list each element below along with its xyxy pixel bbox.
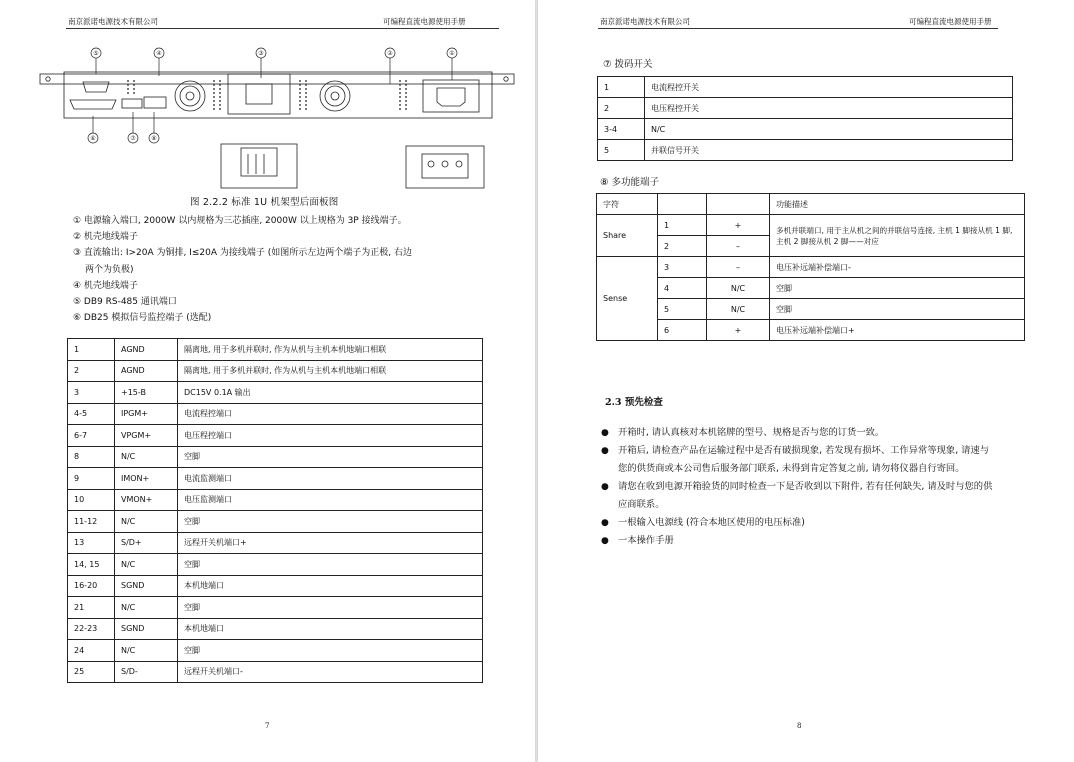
table-row — [68, 403, 483, 425]
table-row — [68, 468, 483, 490]
dip-switch-title: ⑦ 拨码开关 — [603, 59, 653, 70]
signal-name-cell: SGND — [115, 618, 178, 640]
pin-number-cell: 9 — [68, 468, 115, 490]
legend-item: 两个为负极) — [85, 264, 134, 275]
share-polarity: + — [707, 215, 770, 236]
pin-number-cell: 8 — [68, 446, 115, 468]
signal-name-cell: AGND — [115, 360, 178, 382]
bullet-icon: ● — [601, 482, 609, 492]
table-row — [68, 575, 483, 597]
switch-function-cell: 电流程控开关 — [645, 77, 1013, 98]
sense-label: Sense — [597, 257, 658, 341]
bullet-icon: ● — [601, 536, 609, 546]
switch-number-cell: 2 — [598, 98, 645, 119]
pin-number-cell: 22-23 — [68, 618, 115, 640]
bullet-icon: ● — [601, 518, 609, 528]
table-row — [68, 618, 483, 640]
table-row — [68, 640, 483, 662]
sense-pin: 6 — [658, 320, 707, 341]
switch-function-cell: 电压程控开关 — [645, 98, 1013, 119]
bullet-icon: ● — [601, 446, 609, 456]
pin-number-cell: 14, 15 — [68, 554, 115, 576]
sense-description: 电压补远端补偿端口- — [770, 257, 1025, 278]
table-row — [598, 98, 1013, 119]
callout-7: ⑦ — [130, 135, 136, 142]
header-manual-title: 可编程直流电源使用手册 — [383, 17, 466, 26]
sense-polarity: + — [707, 320, 770, 341]
callout-6: ⑥ — [90, 135, 96, 142]
pin-number-cell: 21 — [68, 597, 115, 619]
signal-name-cell: N/C — [115, 640, 178, 662]
sense-polarity: N/C — [707, 299, 770, 320]
pin-number-cell: 11-12 — [68, 511, 115, 533]
callout-8: ⑧ — [151, 135, 157, 142]
legend-item: ③ 直流输出: I>20A 为铜排, I≤20A 为接线端子 (如图所示左边两个端子为正极, 右边 — [73, 248, 412, 259]
legend-item: ⑥ DB25 模拟信号监控端子 (选配) — [73, 313, 212, 324]
share-pin: 1 — [658, 215, 707, 236]
header-function: 功能描述 — [770, 194, 1025, 215]
switch-number-cell: 5 — [598, 140, 645, 161]
pin-number-cell: 25 — [68, 661, 115, 683]
description-cell: 隔离地, 用于多机并联时, 作为从机与主机本机地端口相联 — [178, 360, 483, 382]
signal-name-cell: S/D+ — [115, 532, 178, 554]
pin-number-cell: 3 — [68, 382, 115, 404]
header-rule — [598, 28, 998, 29]
pin-number-cell: 6-7 — [68, 425, 115, 447]
description-cell: 隔离地, 用于多机并联时, 作为从机与主机本机地端口相联 — [178, 339, 483, 361]
header-company: 南京派诺电源技术有限公司 — [600, 17, 690, 26]
rear-panel-figure — [38, 44, 518, 194]
pin-number-cell: 24 — [68, 640, 115, 662]
table-row — [68, 661, 483, 683]
figure-caption: 图 2.2.2 标准 1U 机架型后面板图 — [190, 197, 339, 208]
pin-number-cell: 10 — [68, 489, 115, 511]
list-item: ● 一根输入电源线 (符合本地区使用的电压标准) — [601, 514, 996, 532]
description-cell: 电压程控端口 — [178, 425, 483, 447]
table-row — [68, 532, 483, 554]
header-rule — [66, 28, 499, 29]
description-cell: 本机地端口 — [178, 575, 483, 597]
bullet-icon: ● — [601, 428, 609, 438]
callout-4: ④ — [156, 50, 162, 57]
signal-name-cell: IMON+ — [115, 468, 178, 490]
description-cell: 电流程控端口 — [178, 403, 483, 425]
pin-number-cell: 2 — [68, 360, 115, 382]
table-row — [68, 425, 483, 447]
sense-pin: 3 — [658, 257, 707, 278]
legend-item: ④ 机壳地线端子 — [73, 280, 138, 291]
list-item: ● 开箱后, 请检查产品在运输过程中是否有破损现象, 若发现有损坏、工作异常等现象, 请速与您的供货商或本公司售后服务部门联系, 未得到肯定答复之前, 请勿将仪器自行寄回。 — [601, 442, 996, 478]
description-cell: 空脚 — [178, 446, 483, 468]
table-row — [68, 360, 483, 382]
callout-2: ② — [387, 50, 393, 57]
pre-check-list — [601, 424, 996, 550]
sense-pin: 5 — [658, 299, 707, 320]
share-pin: 2 — [658, 236, 707, 257]
legend-item: ① 电源输入端口, 2000W 以内规格为三芯插座, 2000W 以上规格为 3P 接线端子。 — [73, 216, 407, 226]
switch-number-cell: 1 — [598, 77, 645, 98]
header-manual-title: 可编程直流电源使用手册 — [909, 17, 992, 26]
table-row — [68, 597, 483, 619]
multifunction-terminal-table — [596, 193, 1025, 341]
table-row — [598, 77, 1013, 98]
description-cell: DC15V 0.1A 输出 — [178, 382, 483, 404]
share-polarity: – — [707, 236, 770, 257]
signal-name-cell: N/C — [115, 554, 178, 576]
description-cell: 空脚 — [178, 597, 483, 619]
table-row — [68, 339, 483, 361]
db25-pin-table — [67, 338, 483, 683]
signal-name-cell: IPGM+ — [115, 403, 178, 425]
section-heading-pre-check: 2.3 预先检查 — [605, 397, 663, 408]
list-item: ● 请您在收到电源开箱验货的同时检查一下是否收到以下附件, 若有任何缺失, 请及时与您的供应商联系。 — [601, 478, 996, 514]
sense-pin: 4 — [658, 278, 707, 299]
description-cell: 远程开关机端口+ — [178, 532, 483, 554]
signal-name-cell: AGND — [115, 339, 178, 361]
callout-3: ③ — [258, 50, 264, 57]
signal-name-cell: N/C — [115, 511, 178, 533]
description-cell: 电压监测端口 — [178, 489, 483, 511]
signal-name-cell: N/C — [115, 446, 178, 468]
signal-name-cell: VMON+ — [115, 489, 178, 511]
switch-function-cell: N/C — [645, 119, 1013, 140]
description-cell: 空脚 — [178, 511, 483, 533]
table-row — [598, 140, 1013, 161]
description-cell: 电流监测端口 — [178, 468, 483, 490]
sense-description: 电压补远端补偿端口+ — [770, 320, 1025, 341]
description-cell: 本机地端口 — [178, 618, 483, 640]
table-row — [68, 554, 483, 576]
sense-description: 空脚 — [770, 278, 1025, 299]
signal-name-cell: +15-B — [115, 382, 178, 404]
share-label: Share — [597, 215, 658, 257]
signal-name-cell: VPGM+ — [115, 425, 178, 447]
sense-polarity: N/C — [707, 278, 770, 299]
table-row — [598, 119, 1013, 140]
page-7 — [0, 0, 535, 762]
pin-number-cell: 13 — [68, 532, 115, 554]
signal-name-cell: N/C — [115, 597, 178, 619]
pin-number-cell: 4-5 — [68, 403, 115, 425]
switch-function-cell: 并联信号开关 — [645, 140, 1013, 161]
legend-item: ② 机壳地线端子 — [73, 232, 138, 243]
signal-name-cell: S/D- — [115, 661, 178, 683]
multifunction-terminal-title: ⑧ 多功能端子 — [600, 177, 660, 188]
sense-description: 空脚 — [770, 299, 1025, 320]
table-row — [68, 489, 483, 511]
dip-switch-table — [597, 76, 1013, 161]
header-symbol: 字符 — [597, 194, 658, 215]
table-row — [68, 446, 483, 468]
legend-list — [73, 213, 493, 326]
switch-number-cell: 3-4 — [598, 119, 645, 140]
list-item: ● 开箱时, 请认真核对本机铭牌的型号、规格是否与您的订货一致。 — [601, 424, 996, 442]
table-row — [68, 382, 483, 404]
description-cell: 空脚 — [178, 554, 483, 576]
legend-item: ⑤ DB9 RS-485 通讯端口 — [73, 297, 177, 308]
description-cell: 远程开关机端口- — [178, 661, 483, 683]
pin-number-cell: 16-20 — [68, 575, 115, 597]
description-cell: 空脚 — [178, 640, 483, 662]
list-item: ● 一本操作手册 — [601, 532, 996, 550]
page-number: 7 — [265, 722, 270, 730]
table-row — [68, 511, 483, 533]
signal-name-cell: SGND — [115, 575, 178, 597]
callout-1: ① — [449, 50, 455, 57]
page-number: 8 — [797, 722, 802, 730]
header-company: 南京派诺电源技术有限公司 — [68, 17, 158, 26]
sense-polarity: – — [707, 257, 770, 278]
callout-5: ⑤ — [93, 50, 99, 57]
share-description: 多机并联端口, 用于主从机之间的并联信号连接, 主机 1 脚接从机 1 脚, 主机 2 脚接从机 2 脚——对应 — [770, 215, 1025, 257]
pin-number-cell: 1 — [68, 339, 115, 361]
